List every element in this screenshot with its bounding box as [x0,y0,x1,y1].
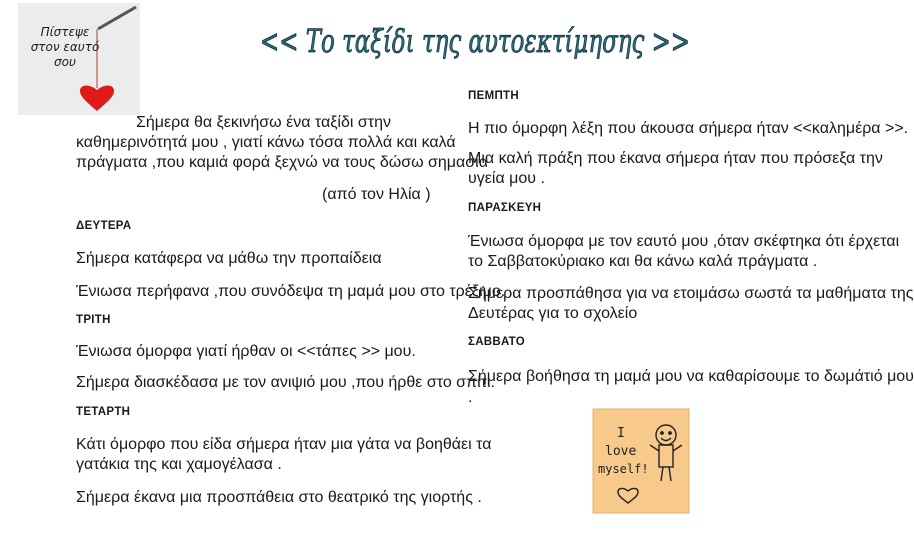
logo-line-2: στον εαυτό [30,40,100,54]
friday-text-1a: Ένιωσα όμορφα με τον εαυτό μου ,όταν σκέφτηκα ότι έρχεται [468,233,900,250]
heading-wednesday: ΤΕΤΑΡΤΗ [76,406,131,418]
page-title [255,10,695,66]
friday-text-2a: Σήμερα προσπάθησα για να ετοιμάσω σωστά τα μαθήματα της [468,285,914,302]
intro-author: (από τον Ηλία ) [322,186,431,203]
wednesday-text-1a: Κάτι όμορφο που είδα σήμερα ήταν μια γάτα να βοηθάει τα [76,436,492,453]
heading-tuesday: ΤΡΙΤΗ [76,314,111,326]
intro-line-1: Σήμερα θα ξεκινήσω ένα ταξίδι στην [136,114,391,131]
note-line-2: love [605,444,637,459]
heading-friday: ΠΑΡΑΣΚΕΥΗ [468,202,542,214]
heading-monday: ΔΕΥΤΕΡΑ [76,220,132,232]
tuesday-text-1: Ένιωσα όμορφα γιατί ήρθαν οι <<τάπες >> μου. [76,343,416,360]
saturday-text-1: Σήμερα βοήθησα τη μαμά μου να καθαρίσουμε το δωμάτιό μου [468,368,914,385]
heading-thursday: ΠΕΜΠΤΗ [468,90,519,102]
friday-text-1b: το Σαββατοκύριακο και θα κάνω καλά πράγματα . [468,253,818,270]
monday-text-1: Σήμερα κατάφερα να μάθω την προπαίδεια [76,250,382,267]
intro-line-2: καθημερινότητά μου , γιατί κάνω τόσα πολλά και καλά [76,134,456,151]
friday-text-2b: Δευτέρας για το σχολείο [468,305,638,322]
logo [18,3,140,115]
tuesday-text-2: Σήμερα διασκέδασα με τον ανιψιό μου ,που ήρθε στο σπίτι. [76,374,495,391]
note-background [593,409,689,513]
wednesday-text-1b: γατάκια της και χαμογέλασα . [76,456,282,473]
love-myself-note [593,409,689,513]
note-line-3: myself! [598,462,649,476]
monday-text-2: Ένιωσα περήφανα ,που συνόδεψα τη μαμά μου στο τρέξιμο. [76,283,506,300]
note-line-1: I [617,426,625,441]
saturday-text-1b: . [468,389,473,406]
wednesday-text-2: Σήμερα έκανα μια προσπάθεια στο θεατρικό της γιορτής . [76,489,482,506]
page-title-text: << Το ταξίδι της αυτοεκτίμησης >> [260,22,690,60]
thursday-text-2a: Μια καλή πράξη που έκανα σήμερα ήταν που πρόσεξα την [468,150,883,167]
heart-icon [80,86,114,111]
logo-line-3: σου [54,55,76,69]
logo-line-1: Πίστεψε [40,25,90,39]
intro-line-3: πράγματα ,που καμιά φορά ξεχνώ να τους δώσω σημασία [76,154,488,171]
thursday-text-2b: υγεία μου . [468,170,545,187]
heading-saturday: ΣΑΒΒΑΤΟ [468,336,526,348]
thursday-text-1: Η πιο όμορφη λέξη που άκουσα σήμερα ήταν <<καλημέρα >>. [468,120,909,137]
